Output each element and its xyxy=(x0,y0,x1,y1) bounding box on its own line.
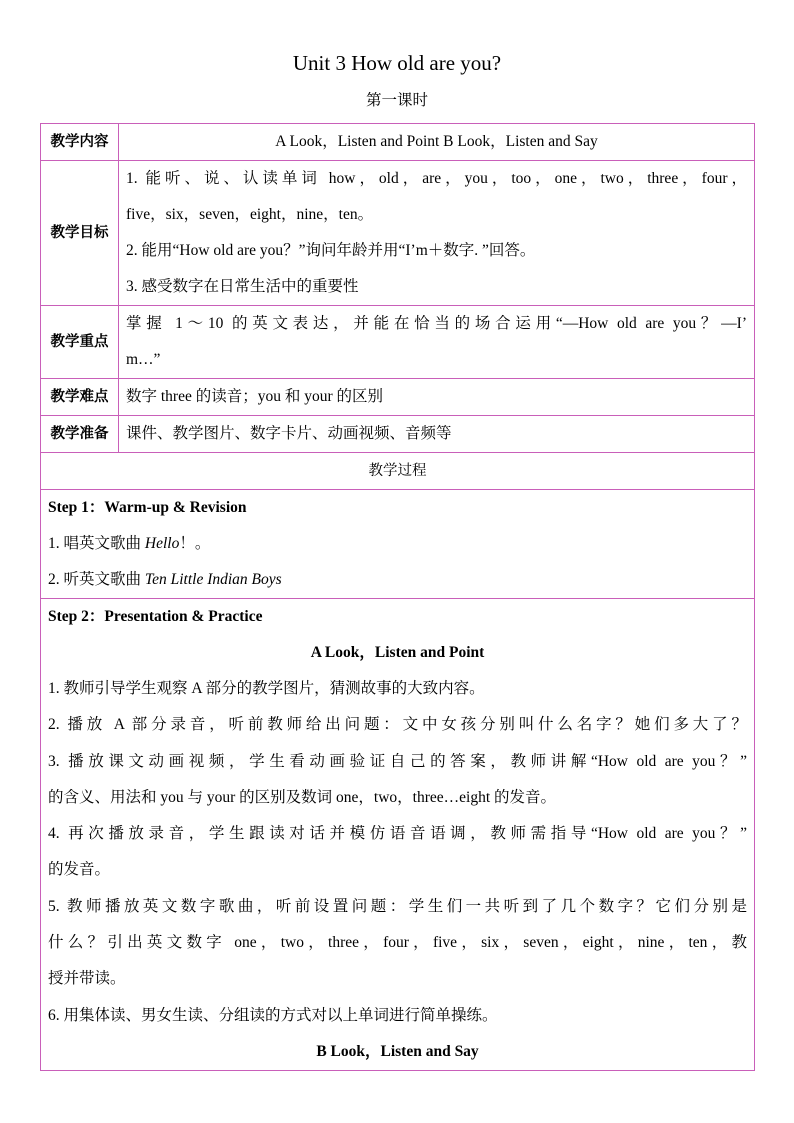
key-line: 掌握 1～10 的英文表达，并能在恰当的场合运用“—How old are you？—I’ xyxy=(126,315,747,332)
step1-item-2-prefix: 2. 听英文歌曲 xyxy=(48,571,145,588)
label-key-points: 教学重点 xyxy=(41,306,119,379)
step2-line: 1. 教师引导学生观察 A 部分的教学图片，猜测故事的大致内容。 xyxy=(48,680,485,697)
label-difficulty: 教学难点 xyxy=(41,379,119,416)
song-title-ten-little: Ten Little Indian Boys xyxy=(144,571,282,588)
step2-line: 2. 播放 A 部分录音，听前教师给出问题：文中女孩分别叫什么名字？她们多大了？ xyxy=(48,716,747,734)
goals-line: 2. 能用“How old are you？”询问年龄并用“I’m＋数字. ”回答。 xyxy=(126,242,536,259)
label-content: 教学内容 xyxy=(41,124,119,161)
goals-line: five，six，seven，eight，nine，ten。 xyxy=(126,206,374,223)
row-step1 xyxy=(41,490,755,599)
row-goals xyxy=(41,161,755,306)
row-preparation xyxy=(41,416,755,453)
step1-item-2 xyxy=(48,562,747,598)
row-process-header xyxy=(41,453,755,490)
section-a-heading: A Look，Listen and Point xyxy=(310,644,485,661)
step2-line: 5. 教师播放英文数字歌曲，听前设置问题：学生们一共听到了几个数字？它们分别是 xyxy=(48,897,747,915)
goals-line: 3. 感受数字在日常生活中的重要性 xyxy=(126,278,359,295)
value-goals xyxy=(119,161,755,306)
process-header: 教学过程 xyxy=(41,453,755,490)
step2-cell xyxy=(41,599,755,1071)
goals-line: 1. 能听、说、认读单词 how，old，are，you，too，one，two，three，four， xyxy=(126,170,747,187)
lesson-plan-table xyxy=(40,123,755,1071)
step1-heading: Step 1：Warm-up & Revision xyxy=(48,499,247,516)
value-preparation: 课件、教学图片、数字卡片、动画视频、音频等 xyxy=(119,416,755,453)
row-content xyxy=(41,124,755,161)
key-line: m…” xyxy=(126,351,161,368)
step2-line: 4. 再次播放录音，学生跟读对话并模仿语音语调，教师需指导“How old are you？” xyxy=(48,825,747,843)
step1-item-1-prefix: 1. 唱英文歌曲 xyxy=(48,535,145,552)
row-key-points xyxy=(41,306,755,379)
step2-line: 什么？引出英文数字 one，two，three，four，five，six，seven，eight，nine，ten，教 xyxy=(48,934,747,952)
step2-line: 3. 播放课文动画视频，学生看动画验证自己的答案，教师讲解“How old are you？” xyxy=(48,752,747,770)
step2-line: 的发音。 xyxy=(48,861,111,879)
value-difficulty: 数字 three 的读音；you 和 your 的区别 xyxy=(119,379,755,416)
step2-line: 授并带读。 xyxy=(48,970,126,988)
value-key-points xyxy=(119,306,755,379)
step2-line: 6. 用集体读、男女生读、分组读的方式对以上单词进行简单操练。 xyxy=(48,1006,498,1024)
lesson-period: 第一课时 xyxy=(365,92,428,109)
step2-line: 的含义、用法和 you 与 your 的区别及数词 one，two，three…eight 的发音。 xyxy=(48,788,557,806)
section-b-heading: B Look，Listen and Say xyxy=(316,1042,479,1060)
label-preparation: 教学准备 xyxy=(41,416,119,453)
row-difficulty xyxy=(41,379,755,416)
value-content: A Look，Listen and Point B Look，Listen and Say xyxy=(119,124,755,161)
label-goals: 教学目标 xyxy=(41,161,119,306)
step1-item-1-suffix: ！。 xyxy=(179,535,211,552)
song-title-hello: Hello xyxy=(144,535,180,552)
step1-item-1 xyxy=(48,526,747,562)
lesson-title: Unit 3 How old are you? xyxy=(292,51,502,75)
row-step2 xyxy=(41,599,755,1071)
step2-heading: Step 2：Presentation & Practice xyxy=(48,608,263,625)
step1-cell xyxy=(41,490,755,599)
